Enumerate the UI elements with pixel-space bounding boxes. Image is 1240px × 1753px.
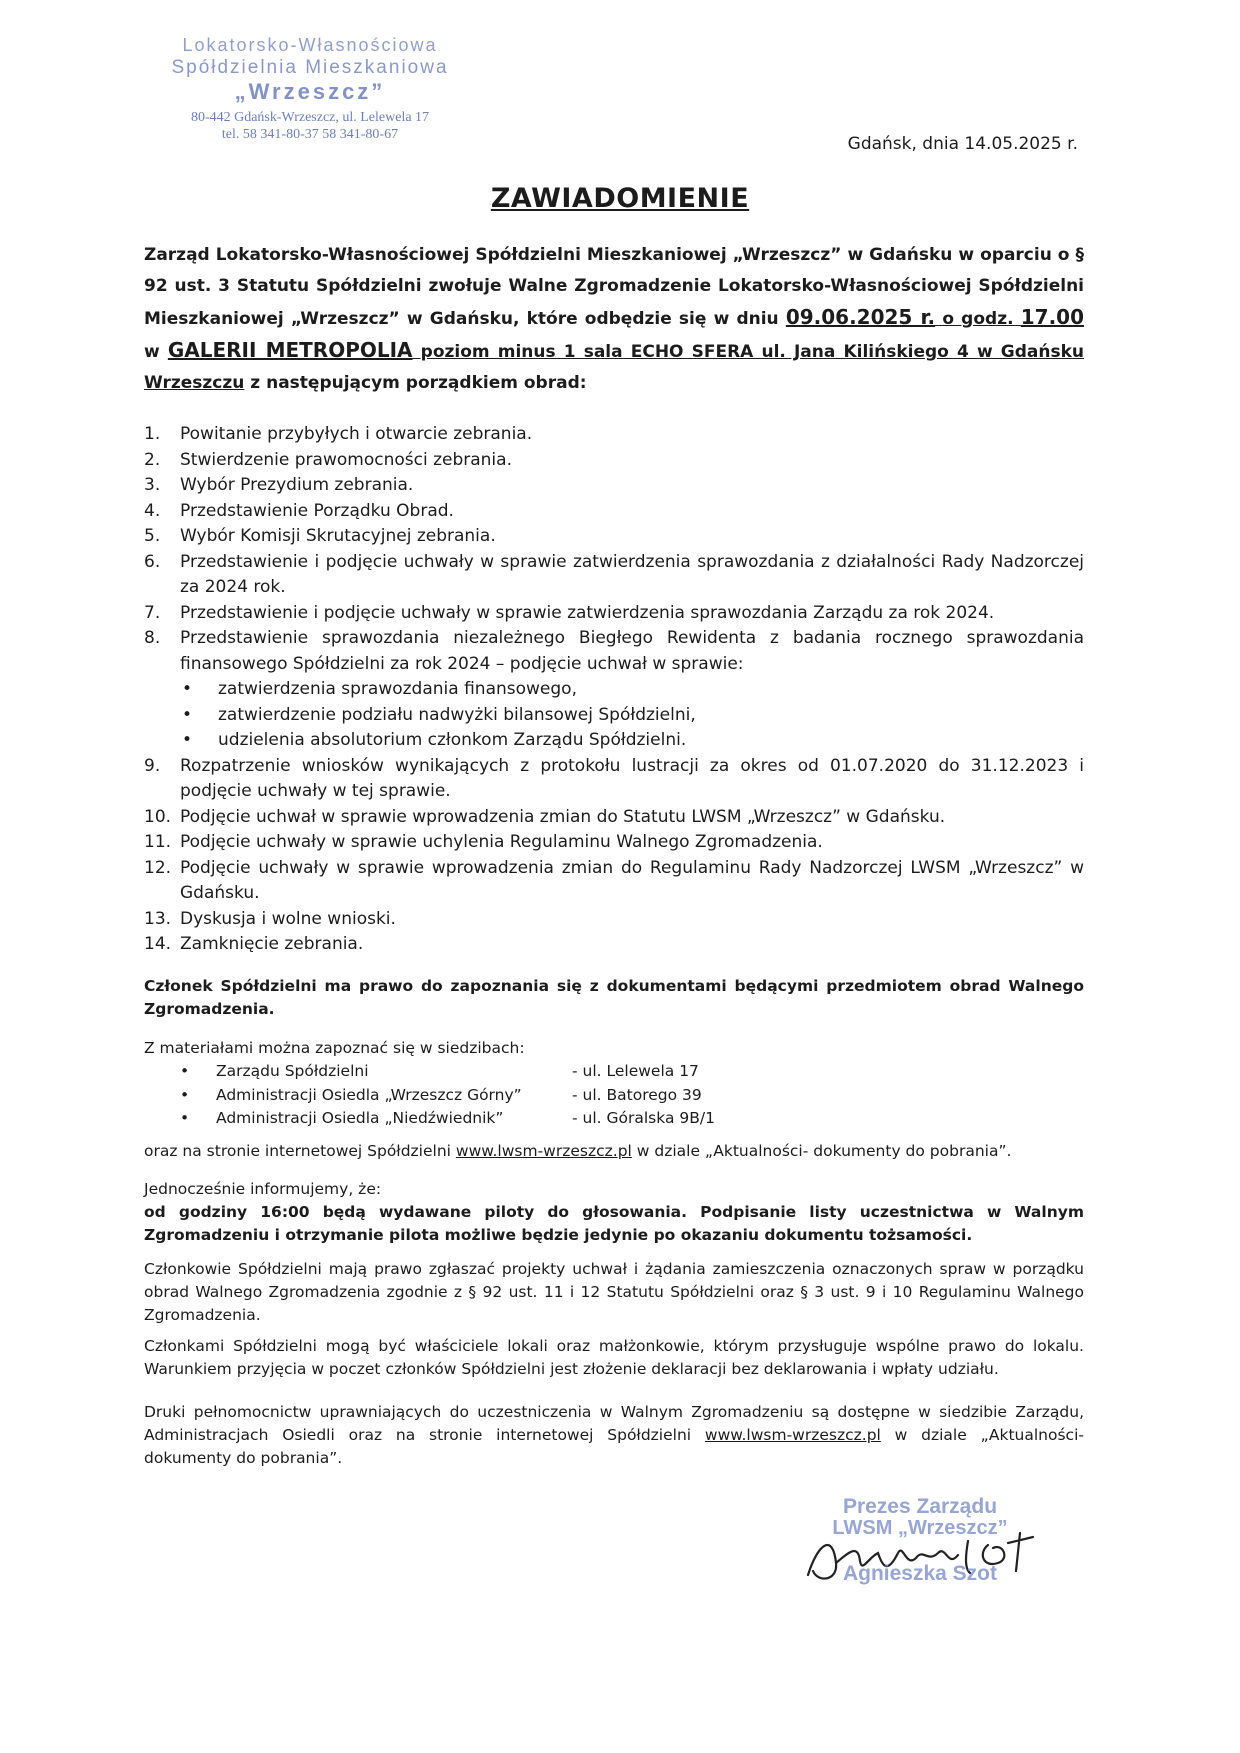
agenda-text: Przedstawienie i podjęcie uchwały w sprawie zatwierdzenia sprawozdania Zarządu za rok 2024. xyxy=(180,602,995,623)
meeting-venue-details: poziom minus 1 sala ECHO SFERA ul. Jana Kilińskiego 4 w Gdańsku Wrzeszczu xyxy=(144,342,1085,393)
agenda-number: 7. xyxy=(144,602,161,623)
agenda-item xyxy=(144,932,1084,958)
signature-organization: LWSM „Wrzeszcz” xyxy=(832,1517,1008,1539)
offices-list xyxy=(144,1060,1084,1131)
office-name: Administracji Osiedla „Niedźwiednik” xyxy=(216,1109,504,1127)
intro-paragraph xyxy=(144,240,1084,399)
agenda-text-block xyxy=(180,626,1084,754)
agenda-text: Wybór Prezydium zebrania. xyxy=(180,475,414,495)
website-text: oraz na stronie internetowej Spółdzielni xyxy=(144,1142,456,1160)
agenda-text: Podjęcie uchwał w sprawie wprowadzenia zmian do Statutu LWSM „Wrzeszcz” w Gdańsku. xyxy=(180,806,946,827)
agenda-text: Rozpatrzenie wniosków wynikających z protokołu lustracji za okres od 01.07.2020 do 31.12.2023 i podjęcie uchwały w tej sprawie. xyxy=(180,755,1084,801)
voting-remotes-notice: od godziny 16:00 będą wydawane piloty do głosowania. Podpisanie listy uczestnictwa w Walnym Zgromadzeniu i otrzymanie pilota możliwe będzie jedynie po okazaniu dokumentu tożsamości. xyxy=(144,1203,1084,1244)
agenda-number: 9. xyxy=(144,755,161,776)
bullet-icon: • xyxy=(180,1085,190,1104)
website-link[interactable]: www.lwsm-wrzeszcz.pl xyxy=(455,1142,632,1160)
bullet-icon: • xyxy=(182,704,193,725)
office-name: Zarządu Spółdzielni xyxy=(216,1062,369,1080)
agenda-item xyxy=(144,805,1084,831)
agenda-item xyxy=(144,550,1084,601)
signature-stamp xyxy=(800,1495,1040,1586)
agenda-number: 12. xyxy=(144,857,172,878)
document-date: Gdańsk, dnia 14.05.2025 r. xyxy=(847,134,1078,154)
agenda-number: 11. xyxy=(144,832,172,852)
agenda-subitem xyxy=(180,677,1084,703)
proxies-text: w dziale „Aktualności- dokumenty do pobrania”. xyxy=(144,1426,1084,1467)
stamp-address: 80-442 Gdańsk-Wrzeszcz, ul. Lelewela 17 xyxy=(190,109,430,125)
office-item xyxy=(144,1107,1084,1131)
website-text: w dziale „Aktualności- dokumenty do pobrania”. xyxy=(631,1142,1012,1160)
agenda-item xyxy=(144,422,1084,448)
office-item xyxy=(144,1060,1084,1084)
agenda-number: 2. xyxy=(144,449,161,470)
signature-title: Prezes Zarządu xyxy=(842,1495,998,1518)
agenda-subitem-text: zatwierdzenia sprawozdania finansowego, xyxy=(218,679,577,699)
office-address: - ul. Batorego 39 xyxy=(572,1085,702,1104)
agenda-item xyxy=(144,524,1084,550)
proxies-paragraph xyxy=(144,1401,1084,1470)
office-address: - ul. Góralska 9B/1 xyxy=(572,1109,715,1127)
agenda-number: 13. xyxy=(144,908,172,929)
intro-text: Zarząd Lokatorsko-Własnościowej Spółdzielni Mieszkaniowej „Wrzeszcz” w Gdańsku w oparciu o § 92 ust. 3 Statutu Spółdzielni zwołuje Walne Zgromadzenie Lokatorsko-Własnościowej Spółdzielni Mieszkaniowej „Wrzeszcz” w Gdańsku, które odbędzie się w dniu xyxy=(144,245,1084,329)
agenda-subitem xyxy=(180,703,1084,729)
agenda-text: Przedstawienie i podjęcie uchwały w sprawie zatwierdzenia sprawozdania z działalności Rady Nadzorczej za 2024 rok. xyxy=(180,551,1084,597)
projects-paragraph: Członkowie Spółdzielni mają prawo zgłaszać projekty uchwał i żądania zamieszczenia oznaczonych spraw w porządku obrad Walnego Zgromadzenia zgodnie z § 92 ust. 11 i 12 Statutu Spółdzielni oraz § 3 ust. 9 i 10 Regulaminu Walnego Zgromadzenia. xyxy=(144,1260,1084,1324)
inform-heading: Jednocześnie informujemy, że: xyxy=(144,1180,382,1198)
document-title: ZAWIADOMIENIE xyxy=(490,183,750,214)
agenda-text: Podjęcie uchwały w sprawie wprowadzenia zmian do Regulaminu Rady Nadzorczej LWSM „Wrzeszcz” w Gdańsku. xyxy=(180,857,1084,903)
bullet-icon: • xyxy=(182,730,193,750)
agenda-text: Podjęcie uchwały w sprawie uchylenia Regulaminu Walnego Zgromadzenia. xyxy=(180,832,823,852)
agenda-number: 1. xyxy=(144,424,161,444)
signature-name: Agnieszka Szot xyxy=(842,1562,998,1585)
agenda-item xyxy=(144,499,1084,525)
meeting-time: 17.00 xyxy=(1020,305,1084,329)
office-item xyxy=(144,1084,1084,1108)
meeting-date: 09.06.2025 r. xyxy=(785,305,936,329)
agenda-number: 14. xyxy=(144,934,172,954)
agenda-number: 5. xyxy=(144,526,161,546)
bullet-icon: • xyxy=(180,1109,190,1127)
agenda-text: Powitanie przybyłych i otwarcie zebrania. xyxy=(180,424,533,444)
bullet-icon: • xyxy=(182,679,193,699)
stamp-line: Lokatorsko-Własnościowa xyxy=(182,35,438,55)
agenda-item xyxy=(144,448,1084,474)
agenda-number: 8. xyxy=(144,628,161,648)
cooperative-stamp xyxy=(150,35,470,143)
agenda-list xyxy=(144,422,1084,958)
inform-paragraph xyxy=(144,1178,1084,1247)
agenda-text: Dyskusja i wolne wnioski. xyxy=(180,908,396,929)
agenda-item xyxy=(144,626,1084,754)
agenda-number: 10. xyxy=(144,806,172,827)
website-link[interactable]: www.lwsm-wrzeszcz.pl xyxy=(704,1426,881,1444)
meeting-venue: GALERII METROPOLIA xyxy=(167,338,413,362)
agenda-subitem-text: zatwierdzenie podziału nadwyżki bilansowej Spółdzielni, xyxy=(218,704,696,725)
agenda-subitem xyxy=(180,728,1084,754)
bullet-icon: • xyxy=(180,1062,190,1080)
agenda-sublist xyxy=(180,677,1084,754)
agenda-number: 6. xyxy=(144,551,161,572)
agenda-item xyxy=(144,754,1084,805)
office-address: - ul. Lelewela 17 xyxy=(572,1062,699,1080)
stamp-line: Spółdzielnia Mieszkaniowa xyxy=(171,56,449,78)
agenda-item xyxy=(144,856,1084,907)
agenda-text: Zamknięcie zebrania. xyxy=(180,934,364,954)
agenda-number: 3. xyxy=(144,475,161,495)
website-paragraph xyxy=(144,1140,1084,1163)
agenda-item xyxy=(144,473,1084,499)
agenda-subitem-text: udzielenia absolutorium członkom Zarządu Spółdzielni. xyxy=(218,730,687,750)
agenda-text: Przedstawienie sprawozdania niezależnego Biegłego Rewidenta z badania rocznego sprawozdania finansowego Spółdzielni za rok 2024 – podjęcie uchwał w sprawie: xyxy=(180,628,1084,674)
members-right-notice: Członek Spółdzielni ma prawo do zapoznania się z dokumentami będącymi przedmiotem obrad Walnego Zgromadzenia. xyxy=(144,977,1084,1018)
owners-paragraph: Członkami Spółdzielni mogą być właściciele lokali oraz małżonkowie, którym przysługuje wspólne prawo do lokalu. Warunkiem przyjęcia w poczet członków Spółdzielni jest złożenie deklaracji bez deklarowania i wpłaty udziału. xyxy=(144,1337,1084,1378)
intro-text: w xyxy=(144,342,168,362)
agenda-item xyxy=(144,601,1084,627)
stamp-phone: tel. 58 341-80-37 58 341-80-67 xyxy=(221,126,399,142)
materials-heading: Z materiałami można zapoznać się w siedzibach: xyxy=(144,1039,525,1057)
agenda-text: Wybór Komisji Skrutacyjnej zebrania. xyxy=(180,526,496,546)
intro-time-prefix: o godz. xyxy=(935,309,1021,329)
intro-text: z następującym porządkiem obrad: xyxy=(244,373,587,393)
stamp-line: „Wrzeszcz” xyxy=(234,79,386,105)
agenda-item xyxy=(144,830,1084,856)
office-name: Administracji Osiedla „Wrzeszcz Górny” xyxy=(216,1085,522,1104)
agenda-number: 4. xyxy=(144,500,161,521)
agenda-item xyxy=(144,907,1084,933)
agenda-text: Stwierdzenie prawomocności zebrania. xyxy=(180,449,512,470)
proxies-text: Druki pełnomocnictw uprawniających do uczestniczenia w Walnym Zgromadzeniu są dostępne w siedzibie Zarządu, Administracjach Osiedli oraz na stronie internetowej Spółdzielni xyxy=(144,1403,1084,1444)
agenda-text: Przedstawienie Porządku Obrad. xyxy=(180,500,454,521)
